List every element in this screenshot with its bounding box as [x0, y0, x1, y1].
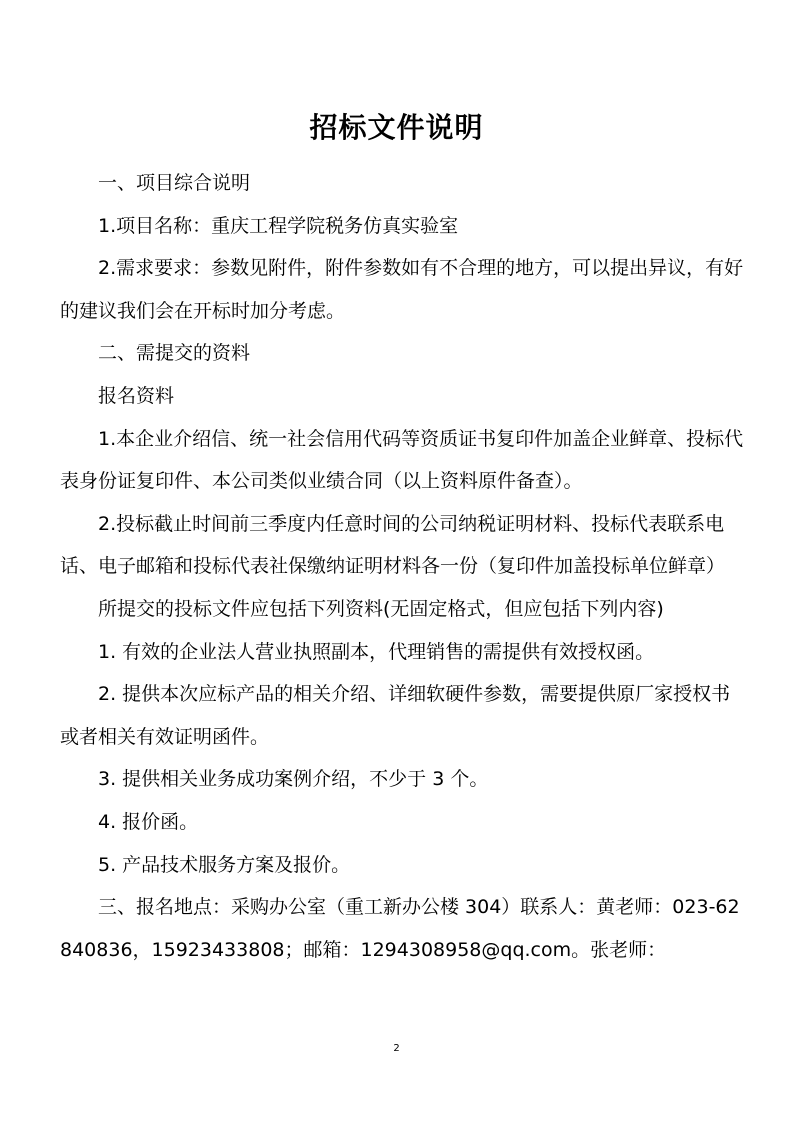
section-heading-registration-location: 三、报名地点：采购办公室（重工新办公楼 304）联系人：黄老师：023-62840836，15923433808；邮箱：1294308958@qq.com。张老师： — [60, 896, 740, 961]
document-title: 招标文件说明 — [309, 111, 484, 144]
document-body — [60, 162, 744, 971]
bid-item-5: 5. 产品技术服务方案及报价。 — [98, 853, 351, 876]
registration-item-2: 2.投标截止时间前三季度内任意时间的公司纳税证明材料、投标代表联系电话、电子邮箱和投标代表社保缴纳证明材料各一份（复印件加盖投标单位鲜章） — [60, 512, 726, 578]
project-name-paragraph: 1.项目名称：重庆工程学院税务仿真实验室 — [98, 214, 459, 237]
bid-item-2: 2. 提供本次应标产品的相关介绍、详细软硬件参数，需要提供原厂家授权书或者相关有效证明函件。 — [60, 683, 731, 748]
page-number: 2 — [393, 1043, 400, 1054]
bid-item-4: 4. 报价函。 — [98, 810, 199, 833]
bid-documents-intro: 所提交的投标文件应包括下列资料(无固定格式，但应包括下列内容) — [98, 597, 664, 620]
section-heading-project-overview: 一、项目综合说明 — [98, 172, 251, 194]
requirements-paragraph: 2.需求要求：参数见附件，附件参数如有不合理的地方，可以提出异议，有好的建议我们会在开标时加分考虑。 — [60, 257, 744, 322]
registration-materials-heading: 报名资料 — [98, 384, 175, 407]
bid-item-3: 3. 提供相关业务成功案例介绍，不少于 3 个。 — [98, 768, 489, 791]
registration-item-1: 1.本企业介绍信、统一社会信用代码等资质证书复印件加盖企业鲜章、投标代表身份证复印件、本公司类似业绩合同（以上资料原件备查）。 — [60, 427, 744, 493]
section-heading-materials: 二、需提交的资料 — [98, 342, 251, 365]
bid-item-1: 1. 有效的企业法人营业执照副本，代理销售的需提供有效授权函。 — [98, 640, 655, 663]
